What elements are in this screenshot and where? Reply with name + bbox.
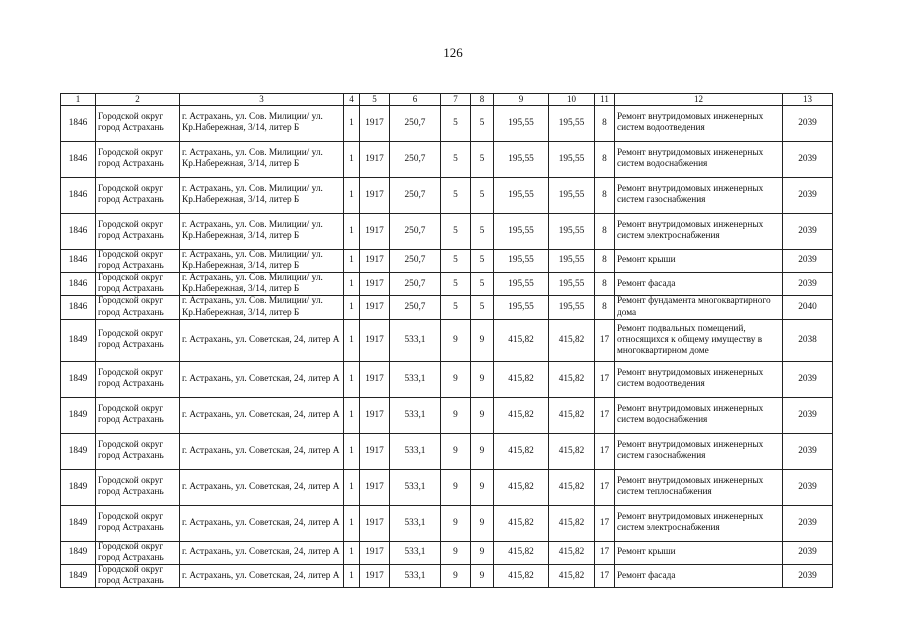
table-cell-col-4: 1 — [344, 213, 360, 249]
table-cell-col-13: 2038 — [783, 319, 833, 361]
table-cell-col-3: г. Астрахань, ул. Советская, 24, литер А — [180, 469, 344, 505]
table-cell-col-2: Городской округ город Астрахань — [96, 141, 180, 177]
table-cell-col-1: 1849 — [61, 469, 96, 505]
table-cell-col-6: 533,1 — [390, 319, 441, 361]
table-cell-col-5: 1917 — [360, 433, 390, 469]
column-header: 11 — [595, 94, 615, 106]
table-cell-col-11: 17 — [595, 565, 615, 588]
table-cell-col-3: г. Астрахань, ул. Советская, 24, литер А — [180, 361, 344, 397]
column-header: 8 — [471, 94, 494, 106]
table-cell-col-4: 1 — [344, 105, 360, 141]
table-cell-col-13: 2039 — [783, 361, 833, 397]
table-cell-col-1: 1849 — [61, 397, 96, 433]
table-cell-col-13: 2039 — [783, 141, 833, 177]
table-cell-col-8: 9 — [471, 505, 494, 541]
table-cell-col-13: 2040 — [783, 296, 833, 319]
table-cell-col-9: 415,82 — [494, 565, 549, 588]
table-cell-col-10: 195,55 — [549, 296, 595, 319]
table-cell-col-2: Городской округ город Астрахань — [96, 505, 180, 541]
table-cell-col-4: 1 — [344, 177, 360, 213]
table-cell-col-6: 533,1 — [390, 505, 441, 541]
table-cell-col-8: 5 — [471, 105, 494, 141]
table-cell-col-7: 9 — [441, 433, 471, 469]
table-cell-col-7: 5 — [441, 213, 471, 249]
table-cell-col-9: 195,55 — [494, 273, 549, 296]
table-cell-col-3: г. Астрахань, ул. Сов. Милиции/ ул. Кр.Набережная, 3/14, литер Б — [180, 296, 344, 319]
table-cell-col-4: 1 — [344, 141, 360, 177]
table-cell-col-4: 1 — [344, 249, 360, 272]
table-cell-col-5: 1917 — [360, 213, 390, 249]
table-row — [61, 469, 833, 505]
table-row — [61, 541, 833, 564]
table-cell-col-10: 195,55 — [549, 105, 595, 141]
table-cell-col-5: 1917 — [360, 505, 390, 541]
table-cell-col-11: 17 — [595, 505, 615, 541]
table-cell-col-6: 250,7 — [390, 249, 441, 272]
table-cell-col-5: 1917 — [360, 541, 390, 564]
table-cell-col-9: 415,82 — [494, 505, 549, 541]
table-cell-col-7: 9 — [441, 541, 471, 564]
table-cell-col-6: 533,1 — [390, 433, 441, 469]
table-cell-col-5: 1917 — [360, 249, 390, 272]
table-cell-col-3: г. Астрахань, ул. Советская, 24, литер А — [180, 565, 344, 588]
table-cell-col-10: 415,82 — [549, 469, 595, 505]
table-cell-col-3: г. Астрахань, ул. Сов. Милиции/ ул. Кр.Набережная, 3/14, литер Б — [180, 177, 344, 213]
table-cell-col-6: 250,7 — [390, 141, 441, 177]
table-cell-col-5: 1917 — [360, 141, 390, 177]
table-cell-col-9: 415,82 — [494, 541, 549, 564]
table-cell-col-9: 195,55 — [494, 249, 549, 272]
table-cell-col-12: Ремонт крыши — [615, 541, 783, 564]
column-header: 2 — [96, 94, 180, 106]
table-cell-col-7: 9 — [441, 361, 471, 397]
table-cell-col-1: 1849 — [61, 433, 96, 469]
table-cell-col-3: г. Астрахань, ул. Советская, 24, литер А — [180, 397, 344, 433]
table-cell-col-9: 195,55 — [494, 296, 549, 319]
table-cell-col-2: Городской округ город Астрахань — [96, 273, 180, 296]
table-row — [61, 397, 833, 433]
table-cell-col-13: 2039 — [783, 541, 833, 564]
table-cell-col-4: 1 — [344, 273, 360, 296]
table-cell-col-11: 8 — [595, 249, 615, 272]
table-cell-col-10: 195,55 — [549, 273, 595, 296]
table-cell-col-11: 8 — [595, 273, 615, 296]
table-cell-col-2: Городской округ город Астрахань — [96, 213, 180, 249]
table-cell-col-3: г. Астрахань, ул. Советская, 24, литер А — [180, 541, 344, 564]
table-cell-col-1: 1849 — [61, 505, 96, 541]
table-cell-col-9: 195,55 — [494, 141, 549, 177]
table-cell-col-4: 1 — [344, 397, 360, 433]
table-cell-col-4: 1 — [344, 433, 360, 469]
table-cell-col-8: 5 — [471, 296, 494, 319]
table-cell-col-12: Ремонт внутридомовых инженерных систем теплоснабжения — [615, 469, 783, 505]
table-cell-col-10: 195,55 — [549, 249, 595, 272]
table-cell-col-6: 250,7 — [390, 296, 441, 319]
table-cell-col-8: 9 — [471, 565, 494, 588]
table-cell-col-1: 1846 — [61, 249, 96, 272]
table-cell-col-6: 533,1 — [390, 469, 441, 505]
column-header: 13 — [783, 94, 833, 106]
table-cell-col-1: 1846 — [61, 273, 96, 296]
table-cell-col-4: 1 — [344, 319, 360, 361]
table-cell-col-2: Городской округ город Астрахань — [96, 433, 180, 469]
table-cell-col-12: Ремонт внутридомовых инженерных систем водоснабжения — [615, 141, 783, 177]
column-header: 5 — [360, 94, 390, 106]
repair-program-table — [60, 93, 833, 588]
table-cell-col-11: 8 — [595, 141, 615, 177]
table-cell-col-4: 1 — [344, 469, 360, 505]
table-cell-col-12: Ремонт внутридомовых инженерных систем водоотведения — [615, 105, 783, 141]
column-header: 3 — [180, 94, 344, 106]
table-row — [61, 141, 833, 177]
table-cell-col-6: 533,1 — [390, 397, 441, 433]
table-cell-col-11: 8 — [595, 296, 615, 319]
table-row — [61, 273, 833, 296]
table-cell-col-12: Ремонт внутридомовых инженерных систем электроснабжения — [615, 505, 783, 541]
table-cell-col-13: 2039 — [783, 565, 833, 588]
column-header: 6 — [390, 94, 441, 106]
table-cell-col-10: 415,82 — [549, 541, 595, 564]
table-row — [61, 319, 833, 361]
table-cell-col-11: 17 — [595, 541, 615, 564]
table-cell-col-7: 9 — [441, 397, 471, 433]
table-cell-col-8: 9 — [471, 433, 494, 469]
table-cell-col-3: г. Астрахань, ул. Советская, 24, литер А — [180, 433, 344, 469]
table-cell-col-11: 8 — [595, 177, 615, 213]
table-cell-col-11: 17 — [595, 469, 615, 505]
table-cell-col-7: 5 — [441, 105, 471, 141]
table-cell-col-5: 1917 — [360, 319, 390, 361]
table-cell-col-12: Ремонт внутридомовых инженерных систем газоснабжения — [615, 177, 783, 213]
table-cell-col-5: 1917 — [360, 565, 390, 588]
table-cell-col-1: 1846 — [61, 177, 96, 213]
table-cell-col-10: 195,55 — [549, 141, 595, 177]
table-cell-col-10: 415,82 — [549, 319, 595, 361]
table-cell-col-6: 533,1 — [390, 361, 441, 397]
column-header: 7 — [441, 94, 471, 106]
table-cell-col-2: Городской округ город Астрахань — [96, 296, 180, 319]
table-cell-col-1: 1849 — [61, 541, 96, 564]
table-cell-col-2: Городской округ город Астрахань — [96, 469, 180, 505]
table-cell-col-8: 5 — [471, 273, 494, 296]
table-cell-col-10: 195,55 — [549, 213, 595, 249]
table-row — [61, 361, 833, 397]
table-cell-col-4: 1 — [344, 296, 360, 319]
table-cell-col-5: 1917 — [360, 397, 390, 433]
table-cell-col-9: 415,82 — [494, 361, 549, 397]
table-cell-col-12: Ремонт внутридомовых инженерных систем газоснабжения — [615, 433, 783, 469]
table-cell-col-5: 1917 — [360, 105, 390, 141]
table-row — [61, 433, 833, 469]
table-cell-col-2: Городской округ город Астрахань — [96, 249, 180, 272]
table-cell-col-1: 1849 — [61, 361, 96, 397]
table-cell-col-8: 9 — [471, 397, 494, 433]
table-cell-col-8: 9 — [471, 361, 494, 397]
column-header: 12 — [615, 94, 783, 106]
table-cell-col-4: 1 — [344, 361, 360, 397]
table-cell-col-10: 415,82 — [549, 361, 595, 397]
table-cell-col-9: 415,82 — [494, 469, 549, 505]
table-cell-col-5: 1917 — [360, 273, 390, 296]
table-cell-col-13: 2039 — [783, 177, 833, 213]
table-cell-col-10: 415,82 — [549, 397, 595, 433]
table-cell-col-8: 9 — [471, 319, 494, 361]
table-cell-col-3: г. Астрахань, ул. Сов. Милиции/ ул. Кр.Набережная, 3/14, литер Б — [180, 105, 344, 141]
table-cell-col-5: 1917 — [360, 177, 390, 213]
table-cell-col-8: 5 — [471, 141, 494, 177]
table-cell-col-12: Ремонт внутридомовых инженерных систем водоотведения — [615, 361, 783, 397]
table-cell-col-3: г. Астрахань, ул. Сов. Милиции/ ул. Кр.Набережная, 3/14, литер Б — [180, 141, 344, 177]
page-number: 126 — [443, 45, 463, 60]
table-cell-col-1: 1846 — [61, 105, 96, 141]
table-cell-col-3: г. Астрахань, ул. Сов. Милиции/ ул. Кр.Набережная, 3/14, литер Б — [180, 213, 344, 249]
column-header: 4 — [344, 94, 360, 106]
table-cell-col-1: 1849 — [61, 319, 96, 361]
table-cell-col-2: Городской округ город Астрахань — [96, 541, 180, 564]
table-row — [61, 296, 833, 319]
table-cell-col-7: 9 — [441, 469, 471, 505]
table-cell-col-13: 2039 — [783, 273, 833, 296]
table-cell-col-1: 1849 — [61, 565, 96, 588]
table-row — [61, 213, 833, 249]
column-header: 10 — [549, 94, 595, 106]
table-header-row — [61, 94, 833, 106]
table-cell-col-6: 533,1 — [390, 565, 441, 588]
table-cell-col-12: Ремонт фасада — [615, 565, 783, 588]
table-cell-col-8: 5 — [471, 213, 494, 249]
table-row — [61, 565, 833, 588]
table-cell-col-8: 9 — [471, 541, 494, 564]
table-cell-col-12: Ремонт крыши — [615, 249, 783, 272]
table-cell-col-5: 1917 — [360, 296, 390, 319]
table-cell-col-3: г. Астрахань, ул. Советская, 24, литер А — [180, 505, 344, 541]
table-cell-col-7: 5 — [441, 177, 471, 213]
table-cell-col-6: 250,7 — [390, 105, 441, 141]
table-cell-col-10: 415,82 — [549, 433, 595, 469]
table-cell-col-3: г. Астрахань, ул. Сов. Милиции/ ул. Кр.Набережная, 3/14, литер Б — [180, 273, 344, 296]
table-cell-col-9: 195,55 — [494, 105, 549, 141]
table-cell-col-9: 415,82 — [494, 319, 549, 361]
table-cell-col-12: Ремонт внутридомовых инженерных систем водоснабжения — [615, 397, 783, 433]
table-cell-col-9: 415,82 — [494, 433, 549, 469]
table-cell-col-13: 2039 — [783, 469, 833, 505]
table-body — [61, 105, 833, 588]
table-cell-col-9: 195,55 — [494, 213, 549, 249]
table-cell-col-11: 8 — [595, 213, 615, 249]
column-header: 9 — [494, 94, 549, 106]
table-cell-col-11: 8 — [595, 105, 615, 141]
table-cell-col-13: 2039 — [783, 397, 833, 433]
table-cell-col-10: 415,82 — [549, 505, 595, 541]
table-cell-col-2: Городской округ город Астрахань — [96, 105, 180, 141]
table-row — [61, 505, 833, 541]
table-cell-col-4: 1 — [344, 565, 360, 588]
table-cell-col-12: Ремонт подвальных помещений, относящихся к общему имуществу в многоквартирном доме — [615, 319, 783, 361]
table-cell-col-2: Городской округ город Астрахань — [96, 565, 180, 588]
table-cell-col-9: 195,55 — [494, 177, 549, 213]
table-cell-col-7: 5 — [441, 249, 471, 272]
table-cell-col-7: 9 — [441, 565, 471, 588]
table-cell-col-6: 250,7 — [390, 273, 441, 296]
table-cell-col-13: 2039 — [783, 249, 833, 272]
table-row — [61, 249, 833, 272]
table-cell-col-6: 250,7 — [390, 213, 441, 249]
table-cell-col-12: Ремонт фундамента многоквартирного дома — [615, 296, 783, 319]
table-cell-col-7: 5 — [441, 141, 471, 177]
table-cell-col-8: 5 — [471, 177, 494, 213]
table-cell-col-7: 9 — [441, 319, 471, 361]
table-cell-col-13: 2039 — [783, 213, 833, 249]
table-cell-col-11: 17 — [595, 397, 615, 433]
table-cell-col-13: 2039 — [783, 105, 833, 141]
table-cell-col-13: 2039 — [783, 433, 833, 469]
table-cell-col-12: Ремонт фасада — [615, 273, 783, 296]
table-cell-col-10: 195,55 — [549, 177, 595, 213]
table-row — [61, 177, 833, 213]
table-cell-col-11: 17 — [595, 361, 615, 397]
table-cell-col-13: 2039 — [783, 505, 833, 541]
table-cell-col-3: г. Астрахань, ул. Сов. Милиции/ ул. Кр.Набережная, 3/14, литер Б — [180, 249, 344, 272]
table-cell-col-11: 17 — [595, 433, 615, 469]
table-cell-col-7: 9 — [441, 505, 471, 541]
table-cell-col-4: 1 — [344, 541, 360, 564]
table-cell-col-11: 17 — [595, 319, 615, 361]
table-cell-col-10: 415,82 — [549, 565, 595, 588]
table-cell-col-2: Городской округ город Астрахань — [96, 319, 180, 361]
table-row — [61, 105, 833, 141]
table-cell-col-2: Городской округ город Астрахань — [96, 361, 180, 397]
table-cell-col-8: 5 — [471, 249, 494, 272]
table-cell-col-2: Городской округ город Астрахань — [96, 397, 180, 433]
table-cell-col-6: 250,7 — [390, 177, 441, 213]
table-cell-col-1: 1846 — [61, 213, 96, 249]
table-cell-col-7: 5 — [441, 296, 471, 319]
table-cell-col-6: 533,1 — [390, 541, 441, 564]
table-cell-col-4: 1 — [344, 505, 360, 541]
table-cell-col-2: Городской округ город Астрахань — [96, 177, 180, 213]
column-header: 1 — [61, 94, 96, 106]
table-cell-col-7: 5 — [441, 273, 471, 296]
table-cell-col-9: 415,82 — [494, 397, 549, 433]
table-cell-col-8: 9 — [471, 469, 494, 505]
table-cell-col-12: Ремонт внутридомовых инженерных систем электроснабжения — [615, 213, 783, 249]
table-cell-col-3: г. Астрахань, ул. Советская, 24, литер А — [180, 319, 344, 361]
table-cell-col-1: 1846 — [61, 296, 96, 319]
table-cell-col-1: 1846 — [61, 141, 96, 177]
table-cell-col-5: 1917 — [360, 361, 390, 397]
table-cell-col-5: 1917 — [360, 469, 390, 505]
